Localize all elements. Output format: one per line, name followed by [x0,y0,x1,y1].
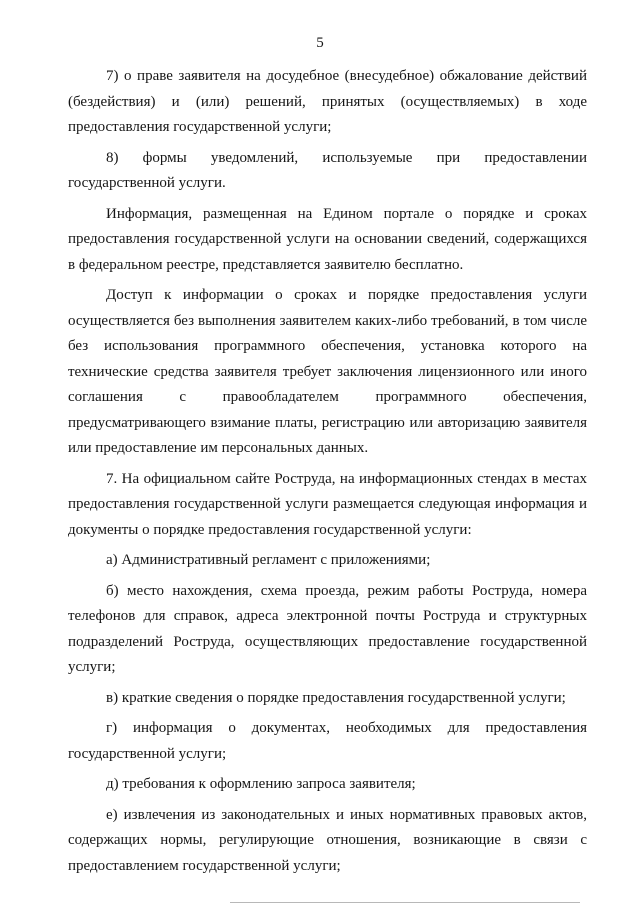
list-item-b: б) место нахождения, схема проезда, режим работы Роструда, номера телефонов для справок, адреса электронной почты Роструда и структурных подразделений Роструда, осуществляющих предоставление государственной услуги; [68,582,587,675]
list-item-a: а) Административный регламент с приложениями; [106,552,431,568]
list-item-g: г) информация о документах, необходимых для предоставления государственной услуги; [68,720,587,762]
paragraph-section-7: 7. На официальном сайте Роструда, на информационных стендах в местах предоставления государственной услуги размещается следующая информация и документы о порядке предоставления государственной услуги: [68,470,587,538]
paragraph-item-7-appeal-rights: 7) о праве заявителя на досудебное (внесудебное) обжалование действий (бездействия) и (или) решений, принятых (осуществляемых) в ходе предоставления государственной услуги; [68,68,587,135]
page-bottom-edge [230,902,580,903]
paragraph-item-8-notification-forms: 8) формы уведомлений, используемые при предоставлении государственной услуги. [68,149,587,191]
paragraph-access-to-info: Доступ к информации о сроках и порядке предоставления услуги осуществляется без выполнения заявителем каких-либо требований, в том числе без использования программного обеспечения, установка которого на технические средства заявителя требует заключения лицензионного или иного соглашения с правообладателем программного обеспечения, предусматривающего взимание платы, регистрацию или авторизацию заявителя или предоставление им персональных данных. [68,287,587,456]
page-number: 5 [316,35,324,51]
list-item-e: е) извлечения из законодательных и иных нормативных правовых актов, содержащих нормы, регулирующие отношения, возникающие в связи с предоставлением государственной услуги; [68,806,587,874]
document-body [68,64,587,879]
paragraph-unified-portal-info: Информация, размещенная на Едином портале о порядке и сроках предоставления государственной услуги на основании сведений, содержащихся в федеральном реестре, представляется заявителю бесплатно. [68,205,587,273]
list-item-d: д) требования к оформлению запроса заявителя; [106,776,416,792]
list-item-v: в) краткие сведения о порядке предоставления государственной услуги; [106,689,566,706]
